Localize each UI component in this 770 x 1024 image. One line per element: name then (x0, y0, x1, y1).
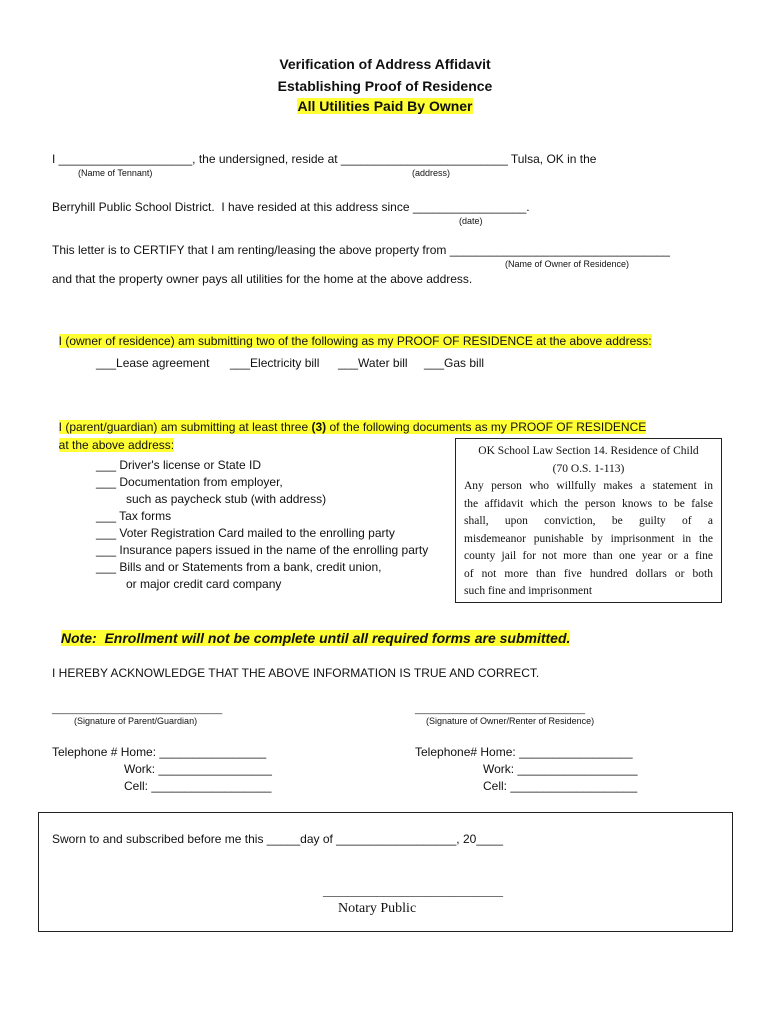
law-line: of not more than five hundred dollars or both (464, 567, 713, 580)
doc-item-bank-detail: or major credit card company (96, 577, 282, 591)
certify-line[interactable]: This letter is to CERTIFY that I am renting/leasing the above property from _________________________________ (52, 243, 670, 257)
owner-phone-home[interactable]: Telephone# Home: _________________ (415, 745, 633, 759)
law-line: shall, upon conviction, be guilty of a (464, 515, 713, 527)
residence-date-line[interactable]: Berryhill Public School District. I have resided at this address since _________________. (52, 200, 530, 214)
parent-phone-cell[interactable]: Cell: __________________ (124, 779, 272, 793)
doc-item-insurance[interactable]: ___ Insurance papers issued in the name of the enrolling party (96, 543, 429, 557)
notary-public-label: Notary Public (338, 901, 417, 916)
parent-heading-count: (3) (311, 420, 327, 434)
address-caption: (address) (412, 168, 451, 178)
parent-phone-home[interactable]: Telephone # Home: ________________ (52, 745, 267, 759)
law-title: OK School Law Section 14. Residence of Child (478, 445, 699, 457)
date-caption: (date) (459, 216, 483, 226)
parent-heading-line2: at the above address: (58, 438, 175, 452)
tenant-address-line[interactable]: I ____________________, the undersigned, reside at _________________________ Tulsa, OK in the (52, 152, 597, 166)
parent-phone-work[interactable]: Work: _________________ (124, 762, 272, 776)
parent-heading-line2-wrap (52, 424, 174, 452)
law-line: Any person who willfully makes a statement in (464, 480, 713, 492)
option-water[interactable]: ___Water bill (338, 356, 408, 370)
notary-signature-line[interactable]: ______________________________ (323, 884, 503, 898)
doc-item-bank[interactable]: ___ Bills and or Statements from a bank, credit union, (96, 560, 382, 574)
law-line: county jail for not more than one year or a fine (464, 550, 713, 562)
doc-item-tax[interactable]: ___ Tax forms (96, 509, 172, 523)
parent-signature-line[interactable]: __________________________________ (52, 704, 223, 714)
doc-item-employer-detail: such as paycheck stub (with address) (96, 492, 327, 506)
doc-item-license[interactable]: ___ Driver's license or State ID (96, 458, 262, 472)
law-line: misdemeanor punishable by imprisonment in the (464, 532, 713, 545)
owner-heading-wrap (52, 320, 652, 348)
sworn-statement[interactable]: Sworn to and subscribed before me this _____day of __________________, 20____ (52, 832, 504, 846)
owner-signature-line[interactable]: __________________________________ (415, 704, 586, 714)
option-gas[interactable]: ___Gas bill (424, 356, 485, 370)
form-title: Verification of Address Affidavit (279, 56, 491, 72)
option-electricity[interactable]: ___Electricity bill (230, 356, 320, 370)
law-citation: (70 O.S. 1-113) (552, 462, 625, 475)
owner-signature-caption: (Signature of Owner/Renter of Residence) (426, 716, 595, 726)
doc-item-voter[interactable]: ___ Voter Registration Card mailed to the enrolling party (96, 526, 395, 540)
law-line: the affidavit which the person knows to be false (464, 497, 713, 510)
option-lease[interactable]: ___Lease agreement (96, 356, 210, 370)
utilities-heading: All Utilities Paid By Owner (297, 98, 473, 114)
acknowledge-statement: I HEREBY ACKNOWLEDGE THAT THE ABOVE INFORMATION IS TRUE AND CORRECT. (52, 666, 540, 680)
tenant-name-caption: (Name of Tennant) (78, 168, 153, 178)
form-subtitle: Establishing Proof of Residence (277, 78, 493, 94)
utilities-statement: and that the property owner pays all utilities for the home at the above address. (52, 272, 473, 286)
parent-heading-a: I (parent/guardian) am submitting at least three (58, 420, 312, 434)
owner-phone-cell[interactable]: Cell: ___________________ (483, 779, 638, 793)
school-law-box (455, 438, 722, 603)
note-wrap (52, 612, 570, 648)
parent-signature-caption: (Signature of Parent/Guardian) (74, 716, 198, 726)
law-line-last: such fine and imprisonment (464, 585, 593, 597)
utilities-heading-wrap (0, 98, 770, 116)
owner-phone-work[interactable]: Work: __________________ (483, 762, 638, 776)
owner-name-caption: (Name of Owner of Residence) (505, 259, 630, 269)
owner-section-heading: I (owner of residence) am submitting two of the following as my PROOF OF RESIDENCE at the above address: (58, 334, 652, 348)
enrollment-note: Note: Enrollment will not be complete until all required forms are submitted. (60, 630, 571, 646)
doc-item-employer[interactable]: ___ Documentation from employer, (96, 475, 283, 489)
parent-heading-b: of the following documents as my PROOF OF RESIDENCE (326, 420, 647, 434)
